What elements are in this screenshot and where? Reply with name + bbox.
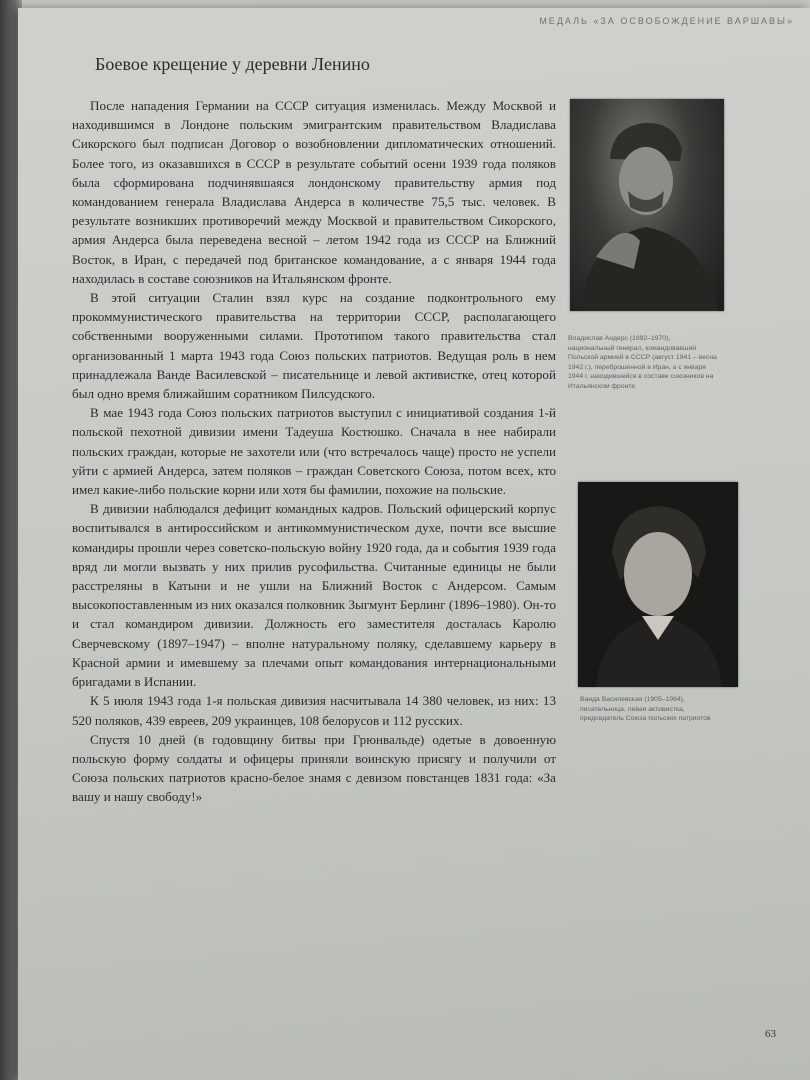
chapter-title: Боевое крещение у деревни Ленино [95, 54, 370, 74]
paragraph-3: В мае 1943 года Союз польских патриотов выступил с инициативой создания 1-й польской пехотной дивизии имени Тадеуша Костюшко. Сначала в нее набирали польских граждан, которые не захотели или (что встречалось чаще) просто не успели уйти с армией Андерса, затем поляков – граждан Советского Союза, потом всех, кто имел какие-либо польские корни или хотя бы фамилии, похожие на польские. [72, 405, 556, 498]
paragraph-2: В этой ситуации Сталин взял курс на создание подконтрольного ему прокоммунистического правительства на территории СССР, располагающего собственными вооруженными силами. Прототипом такого правительства стал организованный 1 марта 1943 года Союз польских патриотов. Ведущая роль в нем принадлежала Ванде Василевской – писательнице и левой активистке, отец которой был одно время ближайшим соратником Пилсудского. [72, 290, 556, 402]
caption-anders: Владислав Андерс (1892–1970), национальный генерал, командовавший Польской армией в СССР (август 1941 – весна 1942 г.), переброшенной в Иран, а с января 1944 г. находившейся в составе союзников на Итальянском фронте [568, 335, 717, 390]
caption-wasilewska: Ванда Василевская (1905–1964), писательница, левая активистка, председатель Союза польских патриотов [580, 696, 711, 723]
paragraph-5: К 5 июля 1943 года 1-я польская дивизия насчитывала 14 380 человек, из них: 13 520 поляков, 439 евреев, 209 украинцев, 108 белорусов и 112 русских. [72, 693, 556, 728]
portrait-wasilewska-photo [578, 482, 738, 687]
paragraph-6: Спустя 10 дней (в годовщину битвы при Грюнвальде) одетые в довоенную польскую форму солдаты и офицеры приняли воинскую присягу и получили от Союза польских патриотов красно-белое знамя с девизом повстанцев 1831 года: «За вашу и нашу свободу!» [72, 731, 556, 805]
page-number: 63 [765, 1028, 776, 1040]
running-head: МЕДАЛЬ «ЗА ОСВОБОЖДЕНИЕ ВАРШАВЫ» [539, 16, 794, 26]
portrait-wasilewska-silhouette [578, 482, 738, 687]
paragraph-1: После нападения Германии на СССР ситуация изменилась. Между Москвой и находившимся в Лондоне польским эмигрантским правительством Владислава Сикорского был подписан Договор о возобновлении дипломатических отношений. Более того, из оказавшихся в СССР в результате событий осени 1939 года поляков была сформирована подчинявшаяся лондонскому правительству армия под командованием генерала Владислава Андерса в количестве 75,5 тыс. человек. В результате возникших противоречий между Москвой и правительством Сикорского, армия Андерса была переведена весной – летом 1942 года из СССР на Ближний Восток, в Иран, с передачей под британское командование, а с января 1944 года находилась в составе союзников на Итальянском фронте. [72, 98, 556, 286]
portrait-anders-photo [570, 99, 724, 311]
body-text [72, 96, 556, 807]
portrait-anders-silhouette [570, 99, 724, 311]
paragraph-4: В дивизии наблюдался дефицит командных кадров. Польский офицерский корпус воспитывался в антироссийском и антикоммунистическом духе, почти все высшие командиры прошли через советско-польскую войну 1920 года, да и события 1939 года вряд ли могли вызвать у них прилив русофильства. Считанные единицы не были расстреляны в Катыни и не ушли на Ближний Восток с Андерсом. Самым высокопоставленным из них оказался полковник Зыгмунт Берлинг (1896–1980). Он-то и стал командиром дивизии. Должность его заместителя досталась Каролю Сверчевскому (1897–1947) – вполне натуральному поляку, сделавшему карьеру в Красной армии и имевшему за плечами опыт командования интернациональными бригадами в Испании. [72, 501, 556, 690]
